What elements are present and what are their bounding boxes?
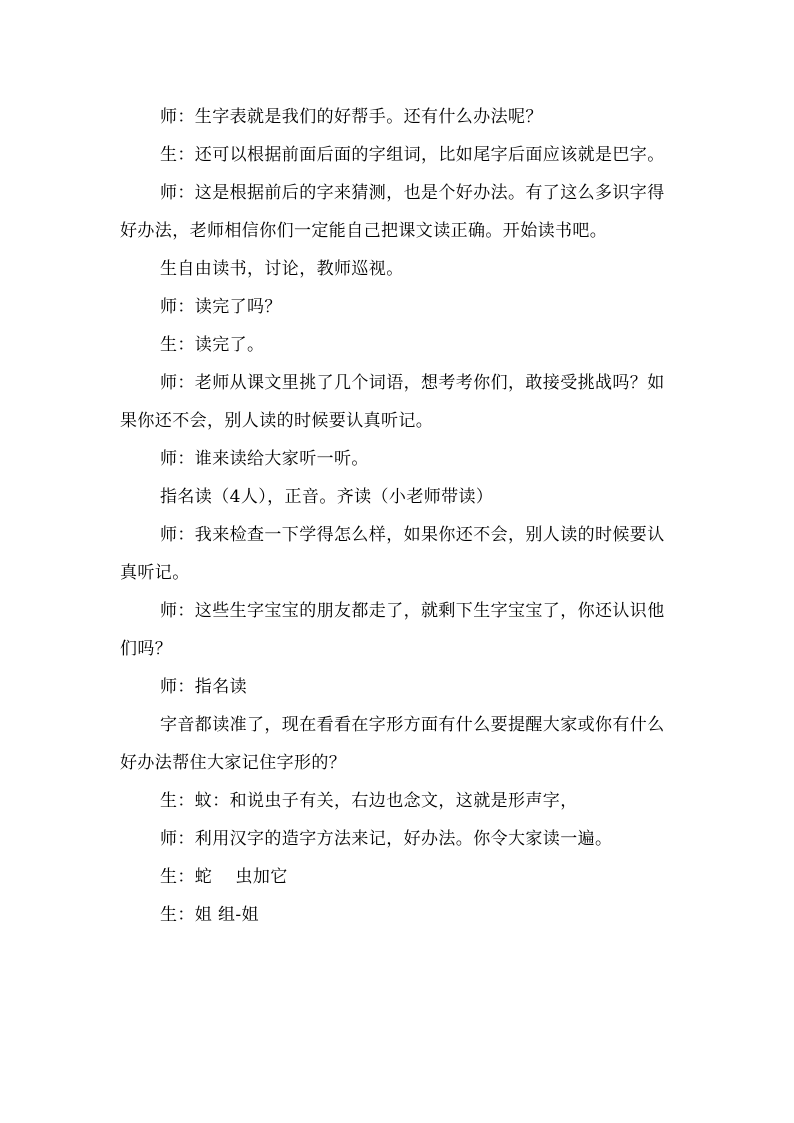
paragraph-1: 师：生字表就是我们的好帮手。还有什么办法呢？ xyxy=(160,107,543,127)
paragraph-6: 生：读完了。 xyxy=(160,335,265,355)
paragraph-8: 师：谁来读给大家听一听。 xyxy=(160,449,369,469)
paragraph-11: 师：这些生字宝宝的朋友都走了，就剩下生字宝宝了，你还认识他们吗？ xyxy=(120,601,665,659)
paragraph-15: 师：利用汉字的造字方法来记，好办法。你令大家读一遍。 xyxy=(160,829,613,849)
paragraph-2: 生：还可以根据前面后面的字组词，比如尾字后面应该就是巴字。 xyxy=(160,145,665,165)
paragraph-12: 师：指名读 xyxy=(160,677,247,697)
paragraph-16: 生：蛇 虫加它 xyxy=(160,867,288,887)
paragraph-4: 生自由读书，讨论，教师巡视。 xyxy=(160,259,404,279)
paragraph-17: 生：姐 组-姐 xyxy=(160,905,259,925)
paragraph-13: 字音都读准了，现在看看在字形方面有什么要提醒大家或你有什么好办法帮住大家记住字形的？ xyxy=(120,715,665,773)
paragraph-3: 师：这是根据前后的字来猜测，也是个好办法。有了这么多识字得好办法，老师相信你们一定能自己把课文读正确。开始读书吧。 xyxy=(120,183,665,241)
paragraph-10: 师：我来检查一下学得怎么样，如果你还不会，别人读的时候要认真听记。 xyxy=(120,525,665,583)
paragraph-14: 生：蚊：和说虫子有关，右边也念文，这就是形声字， xyxy=(160,791,578,811)
paragraph-7: 师：老师从课文里挑了几个词语，想考考你们，敢接受挑战吗？如果你还不会，别人读的时候要认真听记。 xyxy=(120,373,665,431)
paragraph-9: 指名读（4人），正音。齐读（小老师带读） xyxy=(160,487,494,507)
paragraph-5: 师：读完了吗？ xyxy=(160,297,282,317)
